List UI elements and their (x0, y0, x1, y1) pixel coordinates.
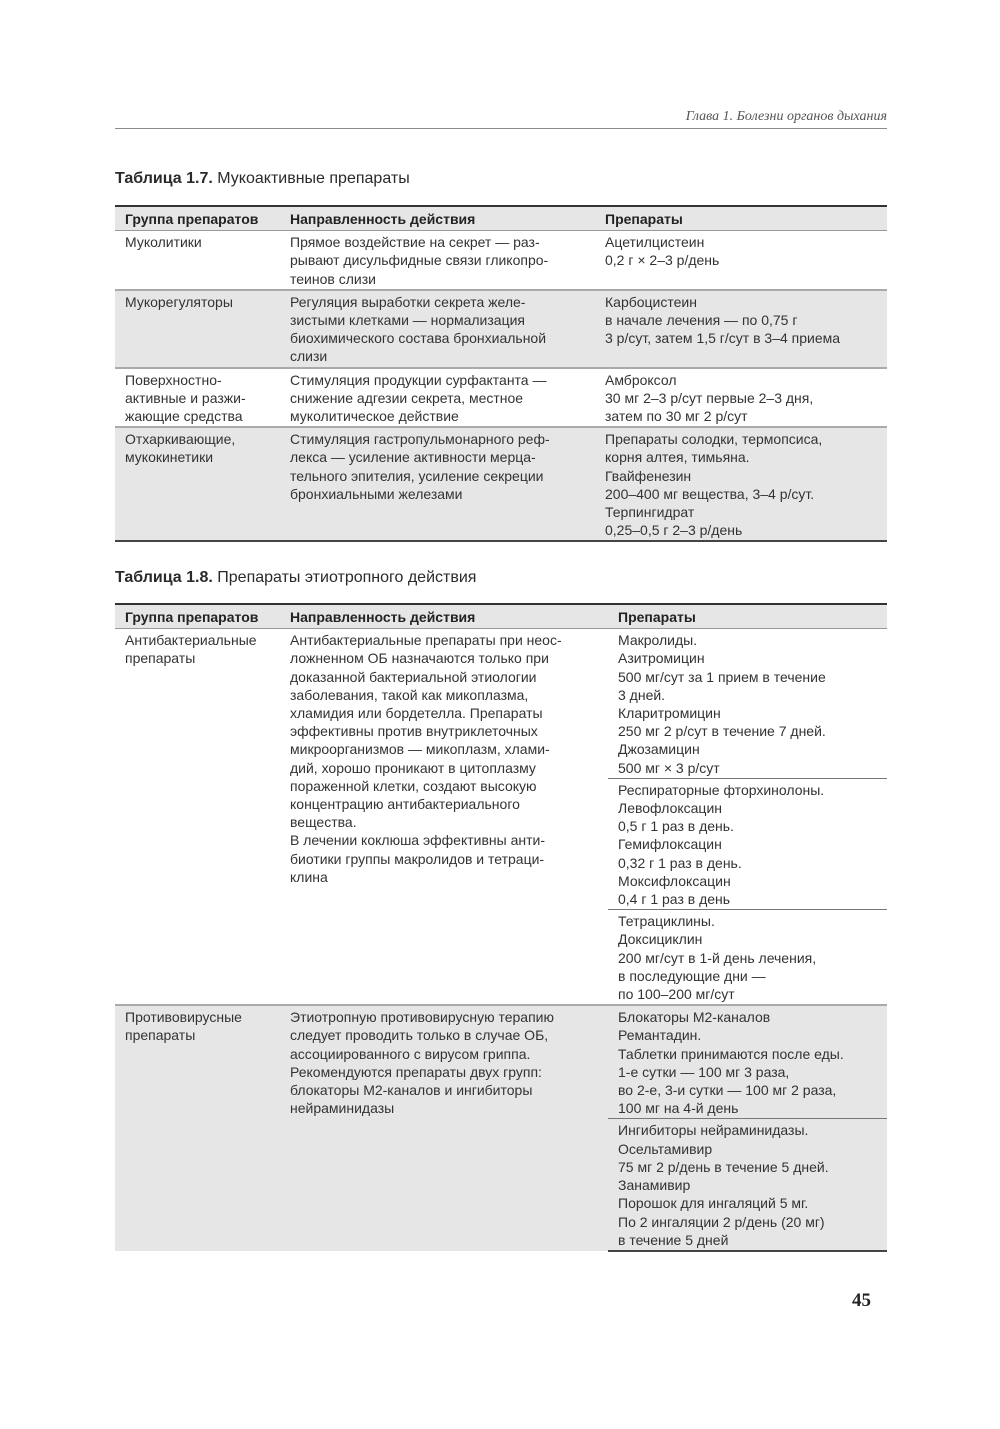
text-line: Порошок для ингаляций 5 мг. (618, 1195, 809, 1212)
drugs-cell (595, 290, 887, 368)
text-line: Доксициклин (618, 931, 703, 948)
text-line: Азитромицин (618, 650, 705, 667)
text-line: 0,2 г × 2–3 р/день (605, 252, 720, 269)
column-header-drugs: Препараты (608, 604, 887, 629)
text-line: По 2 ингаляции 2 р/день (20 мг) (618, 1213, 825, 1230)
text-line: слизи (290, 348, 328, 365)
action-cell (280, 427, 595, 541)
text-line: клина (290, 868, 328, 885)
table-1-7-label: Таблица 1.7. (115, 170, 213, 187)
text-line: дий, хорошо проникают в цитоплазму (290, 759, 536, 776)
table-row (115, 290, 887, 368)
text-line: ложненном ОБ назначаются только при (290, 650, 549, 667)
text-line: тельного эпителия, усиление секреции (290, 467, 544, 484)
action-cell (280, 290, 595, 368)
action-cell (280, 368, 595, 428)
text-line: Левофлоксацин (618, 800, 723, 817)
text-line: в последующие дни — (618, 967, 766, 984)
action-cell (280, 231, 595, 290)
drugs-cell (608, 629, 887, 779)
text-line: биохимического состава бронхиальной (290, 330, 547, 347)
text-line: 3 р/сут, затем 1,5 г/сут в 3–4 приема (605, 330, 841, 347)
text-line: затем по 30 мг 2 р/сут (605, 408, 748, 425)
text-line: Карбоцистеин (605, 293, 697, 310)
text-line: Макролиды. (618, 632, 698, 649)
text-line: корня алтея, тимьяна. (605, 449, 750, 466)
text-line: Регуляция выработки секрета желе- (290, 293, 526, 310)
column-header-action: Направленность действия (280, 206, 595, 231)
text-line: 0,5 г 1 раз в день. (618, 818, 734, 835)
action-cell (280, 1005, 608, 1251)
table-1-8-label: Таблица 1.8. (115, 569, 213, 586)
table-1-8-caption (115, 569, 476, 587)
text-line: Муколитики (125, 234, 202, 251)
text-line: нейраминидазы (290, 1100, 395, 1117)
text-line: Прямое воздействие на секрет — раз- (290, 234, 540, 251)
text-line: снижение адгезии секрета, местное (290, 389, 524, 406)
text-line: Антибактериальные (125, 632, 257, 649)
column-header-action: Направленность действия (280, 604, 608, 629)
table-header-row (115, 604, 887, 629)
text-line: активные и разжи- (125, 389, 246, 406)
drugs-cell (608, 1005, 887, 1119)
text-line: Ацетилцистеин (605, 234, 705, 251)
text-line: во 2-е, 3-и сутки — 100 мг 2 раза, (618, 1082, 837, 1099)
group-cell (115, 1005, 280, 1251)
text-line: Антибактериальные препараты при неос- (290, 632, 562, 649)
text-line: эффективны против внутриклеточных (290, 723, 538, 740)
text-line: Ингибиторы нейраминидазы. (618, 1122, 809, 1139)
text-line: жающие средства (125, 408, 243, 425)
text-line: Осельтамивир (618, 1140, 713, 1157)
table-row (115, 231, 887, 290)
text-line: Таблетки принимаются после еды. (618, 1045, 844, 1062)
text-line: 0,4 г 1 раз в день (618, 891, 731, 908)
table-row (115, 1005, 887, 1119)
text-line: 0,25–0,5 г 2–3 р/день (605, 522, 743, 539)
text-line: мукокинетики (125, 449, 214, 466)
table-1-7 (115, 205, 887, 542)
text-line: блокаторы М2-каналов и ингибиторы (290, 1082, 533, 1099)
text-line: заболевания, такой как микоплазма, (290, 686, 529, 703)
table-header-row (115, 206, 887, 231)
column-header-group: Группа препаратов (115, 604, 280, 629)
group-cell (115, 427, 280, 541)
text-line: Рекомендуются препараты двух групп: (290, 1063, 542, 1080)
group-cell (115, 290, 280, 368)
text-line: 100 мг на 4-й день (618, 1100, 739, 1117)
text-line: Препараты солодки, термопсиса, (605, 431, 823, 448)
text-line: 200 мг/сут в 1-й день лечения, (618, 949, 817, 966)
column-header-drugs: Препараты (595, 206, 887, 231)
table-row (115, 427, 887, 541)
group-cell (115, 368, 280, 428)
text-line: следует проводить только в случае ОБ, (290, 1027, 549, 1044)
text-line: Стимуляция гастропульмонарного реф- (290, 431, 550, 448)
text-line: Поверхностно- (125, 371, 222, 388)
text-line: ассоциированного с вирусом гриппа. (290, 1045, 531, 1062)
page-number: 45 (852, 1290, 871, 1311)
text-line: Гвайфенезин (605, 467, 692, 484)
table-1-8-title: Препараты этиотропного действия (217, 569, 477, 586)
text-line: пораженной клетки, создают высокую (290, 777, 537, 794)
text-line: препараты (125, 650, 196, 667)
text-line: микроорганизмов — микоплазм, хлами- (290, 741, 550, 758)
text-line: Стимуляция продукции сурфактанта — (290, 371, 547, 388)
text-line: 75 мг 2 р/день в течение 5 дней. (618, 1158, 829, 1175)
text-line: 500 мг/сут за 1 прием в течение (618, 668, 826, 685)
text-line: муколитическое действие (290, 408, 459, 425)
text-line: 1-е сутки — 100 мг 3 раза, (618, 1063, 790, 1080)
text-line: лекса — усиление активности мерца- (290, 449, 536, 466)
group-cell (115, 629, 280, 1006)
text-line: Амброксол (605, 371, 677, 388)
text-line: по 100–200 мг/сут (618, 986, 735, 1003)
drugs-cell (608, 778, 887, 909)
text-line: доказанной бактериальной этиологии (290, 668, 537, 685)
text-line: 250 мг 2 р/сут в течение 7 дней. (618, 723, 826, 740)
text-line: хламидия или бордетелла. Препараты (290, 705, 543, 722)
text-line: Джозамицин (618, 741, 700, 758)
drugs-cell (608, 910, 887, 1006)
text-line: концентрацию антибактериального (290, 796, 520, 813)
drugs-cell (595, 231, 887, 290)
text-line: 30 мг 2–3 р/сут первые 2–3 дня, (605, 389, 814, 406)
group-cell (115, 231, 280, 290)
text-line: Респираторные фторхинолоны. (618, 781, 825, 798)
text-line: теинов слизи (290, 270, 376, 287)
running-head: Глава 1. Болезни органов дыхания (115, 108, 887, 129)
text-line: зистыми клетками — нормализация (290, 312, 526, 329)
text-line: в начале лечения — по 0,75 г (605, 312, 798, 329)
drugs-cell (595, 427, 887, 541)
text-line: Ремантадин. (618, 1027, 702, 1044)
text-line: Занамивир (618, 1177, 691, 1194)
table-1-8 (115, 603, 887, 1252)
text-line: биотики группы макролидов и тетраци- (290, 850, 545, 867)
text-line: Противовирусные (125, 1009, 242, 1026)
text-line: Гемифлоксацин (618, 836, 722, 853)
drugs-cell (608, 1119, 887, 1251)
text-line: вещества. (290, 814, 357, 831)
text-line: Моксифлоксацин (618, 872, 731, 889)
text-line: В лечении коклюша эффективны анти- (290, 832, 546, 849)
text-line: 3 дней. (618, 686, 666, 703)
table-1-7-title: Мукоактивные препараты (217, 170, 410, 187)
drugs-cell (595, 368, 887, 428)
text-line: Мукорегуляторы (125, 293, 233, 310)
text-line: препараты (125, 1027, 196, 1044)
text-line: 500 мг × 3 р/сут (618, 759, 720, 776)
text-line: 200–400 мг вещества, 3–4 р/сут. (605, 485, 815, 502)
text-line: 0,32 г 1 раз в день. (618, 854, 742, 871)
text-line: Отхаркивающие, (125, 431, 236, 448)
text-line: Тетрациклины. (618, 913, 715, 930)
table-row (115, 368, 887, 428)
text-line: Этиотропную противовирусную терапию (290, 1009, 554, 1026)
text-line: Кларитромицин (618, 705, 721, 722)
text-line: рывают дисульфидные связи гликопро- (290, 252, 549, 269)
column-header-group: Группа препаратов (115, 206, 280, 231)
text-line: в течение 5 дней (618, 1231, 729, 1248)
text-line: Блокаторы М2-каналов (618, 1009, 771, 1026)
table-1-7-caption (115, 170, 410, 188)
text-line: бронхиальными железами (290, 485, 463, 502)
table-row (115, 629, 887, 779)
text-line: Терпингидрат (605, 504, 695, 521)
action-cell (280, 629, 608, 1006)
